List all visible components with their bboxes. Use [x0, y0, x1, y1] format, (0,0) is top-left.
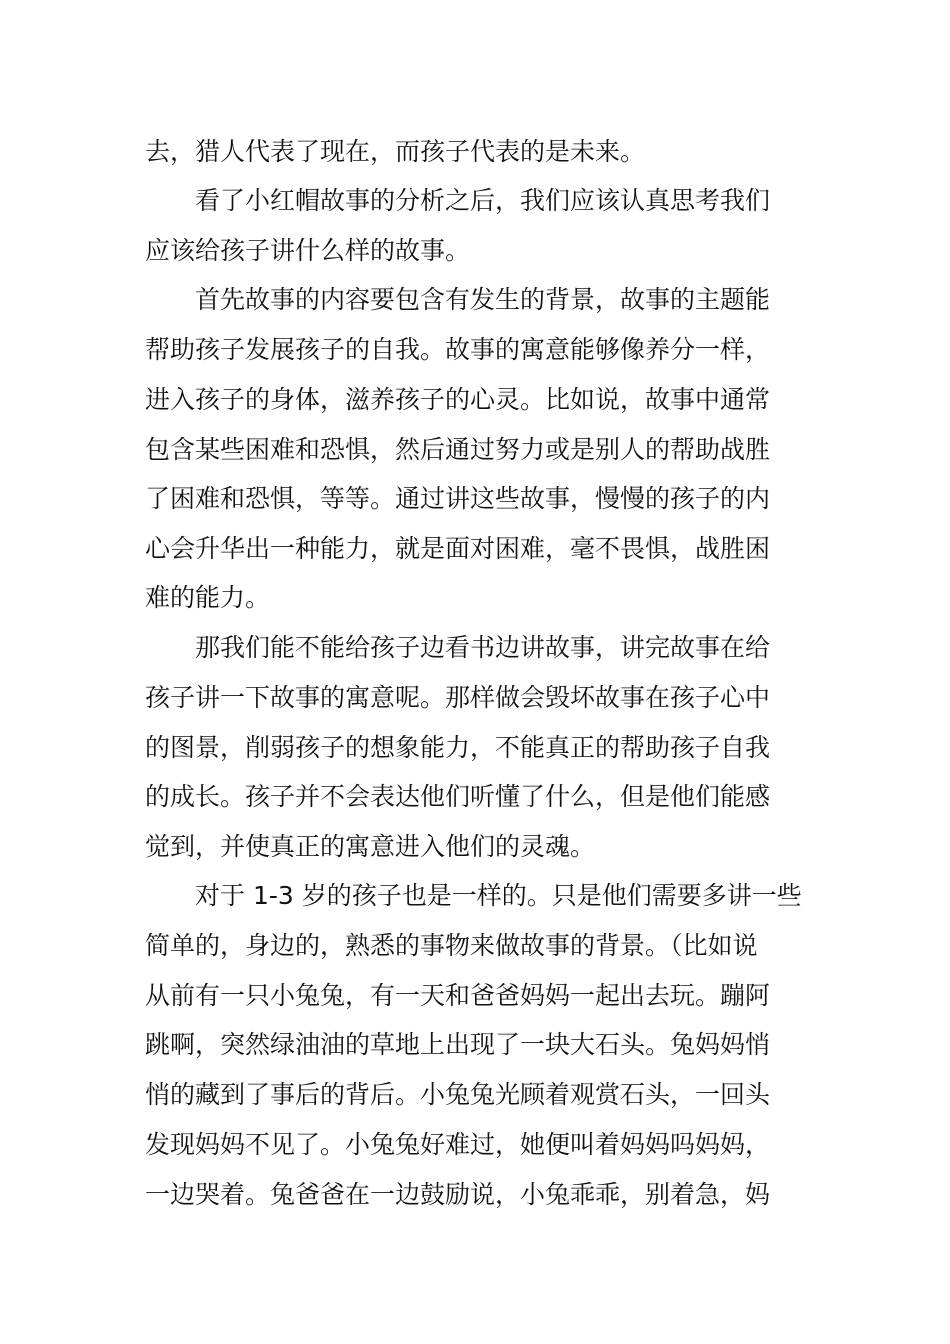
text-line-7: 包含某些困难和恐惧，然后通过努力或是别人的帮助战胜	[145, 435, 771, 464]
text-line-10: 难的能力。	[145, 583, 271, 612]
text-line-6: 进入孩子的身体，滋养孩子的心灵。比如说，故事中通常	[145, 385, 771, 414]
text-line-16: 对于 1-3 岁的孩子也是一样的。只是他们需要多讲一些	[195, 881, 802, 910]
text-line-17: 简单的，身边的，熟悉的事物来做故事的背景。（比如说	[145, 931, 758, 960]
text-line-22: 一边哭着。兔爸爸在一边鼓励说，小兔乖乖，别着急，妈	[145, 1180, 771, 1209]
text-line-1: 去，猎人代表了现在，而孩子代表的是未来。	[145, 137, 646, 166]
text-line-3: 应该给孩子讲什么样的故事。	[145, 236, 471, 265]
text-line-18: 从前有一只小兔兔，有一天和爸爸妈妈一起出去玩。蹦阿	[145, 981, 771, 1010]
text-line-11: 那我们能不能给孩子边看书边讲故事，讲完故事在给	[195, 633, 771, 662]
text-line-5: 帮助孩子发展孩子的自我。故事的寓意能够像养分一样，	[145, 335, 771, 364]
text-line-15: 觉到，并使真正的寓意进入他们的灵魂。	[145, 832, 596, 861]
text-line-8: 了困难和恐惧，等等。通过讲这些故事，慢慢的孩子的内	[145, 484, 771, 513]
text-line-14: 的成长。孩子并不会表达他们听懂了什么，但是他们能感	[145, 782, 771, 811]
text-line-21: 发现妈妈不见了。小兔兔好难过，她便叫着妈妈吗妈妈，	[145, 1130, 771, 1159]
text-line-12: 孩子讲一下故事的寓意呢。那样做会毁坏故事在孩子心中	[145, 683, 771, 712]
text-line-20: 悄的藏到了事后的背后。小兔兔光顾着观赏石头，一回头	[145, 1080, 771, 1109]
text-line-2: 看了小红帽故事的分析之后，我们应该认真思考我们	[195, 186, 771, 215]
text-line-19: 跳啊，突然绿油油的草地上出现了一块大石头。兔妈妈悄	[145, 1030, 771, 1059]
text-line-4: 首先故事的内容要包含有发生的背景，故事的主题能	[195, 285, 771, 314]
text-line-13: 的图景，削弱孩子的想象能力，不能真正的帮助孩子自我	[145, 733, 771, 762]
text-line-9: 心会升华出一种能力，就是面对困难，毫不畏惧，战胜困	[145, 534, 771, 563]
